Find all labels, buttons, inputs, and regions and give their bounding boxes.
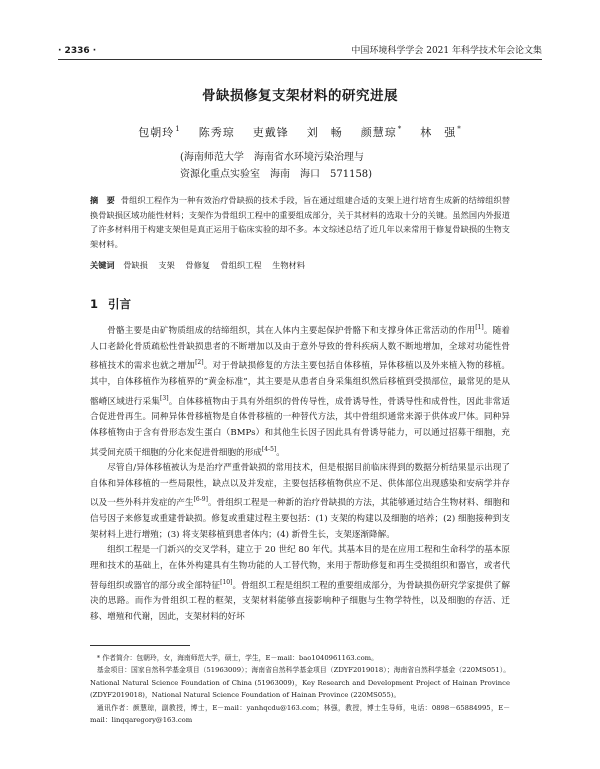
author-name-text: 吏戴锋 xyxy=(252,126,289,139)
keyword-item: 生物材料 xyxy=(272,260,305,270)
keyword-item: 支架 xyxy=(158,260,175,270)
author-name xyxy=(361,126,403,139)
author-name xyxy=(138,126,180,139)
keyword-item: 骨缺损 xyxy=(123,260,148,270)
paragraph-text: 。随着人口老龄化骨质疏松性骨缺损患者的不断增加以及由于意外导致的骨科疾病人数不断地增加，全球对功能性骨移植技术的需求也就之增加 xyxy=(90,325,510,372)
section-number: 1 xyxy=(90,297,99,311)
body-paragraph xyxy=(90,461,510,543)
keywords-label: 关键词 xyxy=(90,260,115,270)
footnote: 通讯作者：颜慧琼，副教授，博士，E－mail：yanhqcdu@163.com；林强，教授，博士生导师，电话：0898－65884995，E－mail：linqqaregory@163.com xyxy=(90,703,510,725)
citation-ref: [10] xyxy=(220,578,233,586)
abstract-text-end: 几年以来常用于修复骨缺损的生物支架材料。 xyxy=(90,224,510,249)
keyword-item: 骨组织工程 xyxy=(220,260,262,270)
author-name-text: 刘 畅 xyxy=(306,126,343,139)
citation-ref: [6-9] xyxy=(193,496,208,504)
body-paragraph xyxy=(90,320,510,461)
author-name-text: 陈秀琼 xyxy=(198,126,235,139)
paragraph-text: 组织工程是一门新兴的交叉学科，建立于 20 世纪 80 年代。其基本目的是在应用工程和生命科学的基本原理和技术的基础上，在体外构建具有生物功能的人工替代物，来用于帮助修复和再生受损组织和器官，或者代替每组织或器官的部分或全部特征 xyxy=(90,545,510,591)
paragraph-text: 尽管自/异体移植被认为是治疗严重骨缺损的常用技术，但是根据目前临床得到的数据分析结果显示出现了自体和异体移植的一些局限性，缺点以及并发症，主要包括移植物供应不足、供体部位出现感染和安病学并存以及一些外科并发症的产生 xyxy=(90,463,510,509)
paragraph-text: 骨骼主要是由矿物质组成的结缔组织，其在人体内主要起保护骨骼下和支撑身体正常活动的作用 xyxy=(107,325,476,336)
abstract xyxy=(90,193,510,251)
journal-name: 中国环境科学学会 2021 年科学技术年会论文集 xyxy=(351,46,542,56)
affiliation xyxy=(180,149,440,183)
paragraph-text: 。骨组织工程是组织工程的重要组成部分，为骨缺损伤研究学家提供了解决的思路。而作为骨组织工程的框架，支架材料能够直接影响种子细胞与生物学特性，以及细胞的存活、迁移、增殖和代谢，因此，支架材料的好坏 xyxy=(90,580,510,623)
author-name-text: 林 强 xyxy=(420,126,457,139)
author-affiliation-mark: * xyxy=(457,125,462,134)
citation-ref: [3] xyxy=(160,394,169,402)
keywords xyxy=(90,260,510,271)
author-name xyxy=(307,126,343,139)
author-name xyxy=(420,126,462,139)
footnote: * 作者简介：包朝玲，女，海南师范大学，硕士，学生，E－mail：bao1040961163.com。 xyxy=(96,654,378,662)
footnote-divider xyxy=(90,645,190,646)
paragraph-text: 。自体移植物由于具有外组织的骨传导性，成骨诱导性，骨诱导性和成骨性，因此非常适合促进骨再生。同种异体骨移植物是自体骨移植的一种替代方法，其中骨组织通常来源于供体或尸体。同种异体移植物由于含有骨形态发生蛋白（BMPs）和其他生长因子因此具有骨诱导能力，可以通过招募干细胞，充其受间充质干细胞的分化来促进骨细胞的形成 xyxy=(90,396,510,458)
author-name xyxy=(199,126,235,139)
author-list xyxy=(0,124,600,140)
paper-title: 骨缺损修复支架材料的研究进展 xyxy=(202,88,398,104)
citation-ref: [4-5] xyxy=(261,445,277,453)
paragraph-text: 。骨组织工程是一种新的治疗骨缺损的方法，其能够通过结合生物材料、细胞和信号因子来修复或重建骨缺损。修复或重建过程主要包括：(1) 支架的构建以及细胞的培养；(2) 细胞接种到支架材料上进行增殖；(3) 将支架移植到患者体内；(4) 新骨生长，支架逐渐降解。 xyxy=(90,498,510,540)
citation-ref: [1] xyxy=(475,324,484,331)
section-title: 引言 xyxy=(108,297,132,311)
section-heading xyxy=(90,296,131,312)
author-affiliation-mark: * xyxy=(397,125,403,134)
affiliation-line-1: (海南师范大学 海南省水环境污染治理与 xyxy=(180,152,364,163)
abstract-label: 摘 要 xyxy=(90,195,115,205)
running-header xyxy=(58,40,542,60)
abstract-text: 骨组织工程作为一种有效治疗骨缺损的技术手段，旨在通过组建合适的支架上进行培育生成新的结缔组织替换骨缺损区域功能性材料；支架作为骨组织工程中的重要组成部分，关于其材料的选取十分的关键。虽然国内外报道了许多材料用于构建支架但是真正运用于临床实验的却不多。本文综述总结了近 xyxy=(90,195,510,235)
body-paragraph xyxy=(90,543,510,625)
page-number: · 2336 · xyxy=(58,46,97,56)
footnote: 基金项目：国家自然科学基金项目（51963009）；海南省自然科学基金项目（ZDYF2019018）；海南省自然科学基金（220MS051）。National Natural Science Foundation of China (51963009)，Key Research and Development Project of Hainan Province (ZDYF2019018)，National Natural Science Foundation of Hainan Province (220MS055)。 xyxy=(90,666,510,700)
body-text xyxy=(90,320,510,626)
footnotes xyxy=(90,652,510,726)
paragraph-text: 。对于骨缺损修复的方法主要包括自体移植，异体移植以及外来植入物的移植。其中，自体移植作为移植界的“黄金标准”，其主要是从患者自身采集组织然后移植到受损部位，最常见的是从髂嵴区域进行采集 xyxy=(90,361,510,407)
citation-ref: [2] xyxy=(195,359,204,367)
author-name xyxy=(253,126,289,139)
author-name-text: 包朝玲 xyxy=(138,126,175,139)
paragraph-text: 。 xyxy=(276,447,285,458)
keyword-item: 骨修复 xyxy=(185,260,210,270)
affiliation-line-2: 资源化重点实验室 海南 海口 571158) xyxy=(180,169,373,180)
author-affiliation-mark: 1 xyxy=(175,125,181,134)
author-name-text: 颜慧琼 xyxy=(360,126,397,139)
